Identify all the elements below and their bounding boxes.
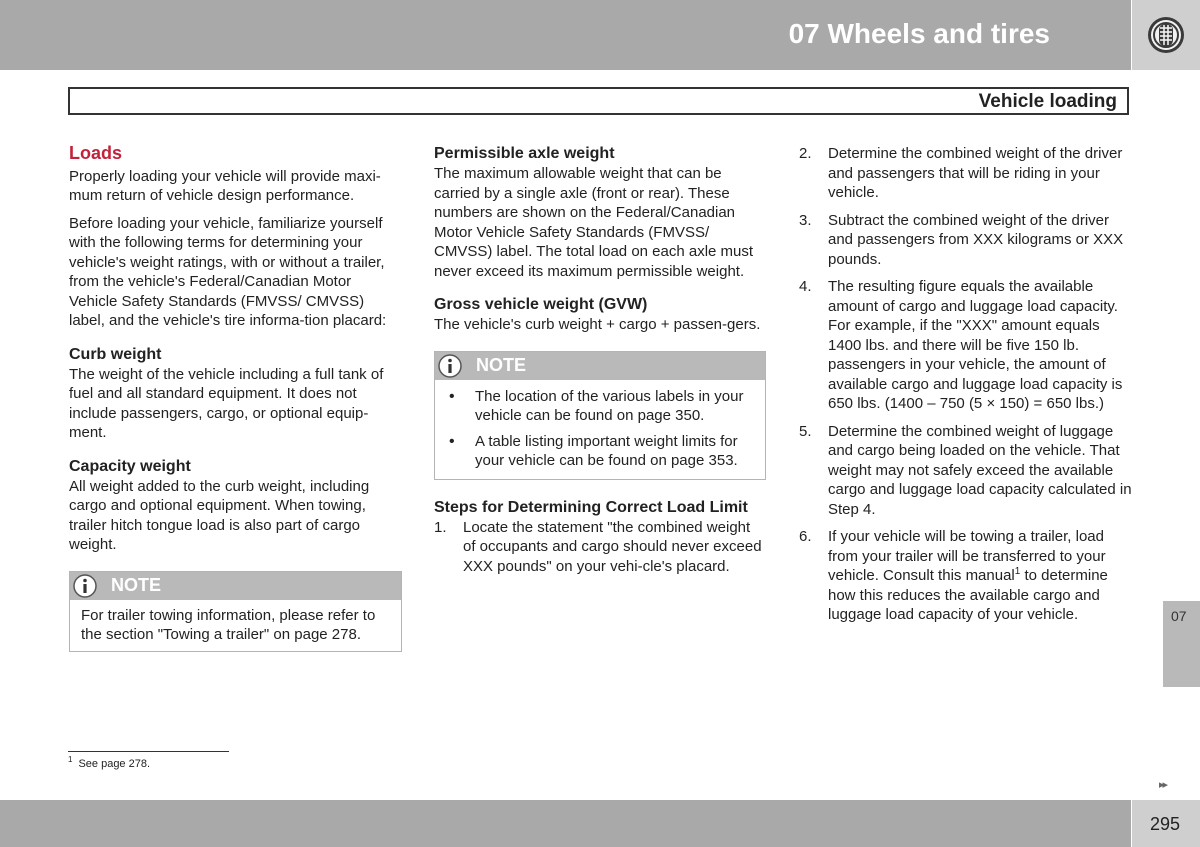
note-header (70, 572, 401, 600)
step-text (828, 528, 1108, 623)
step-item (799, 277, 1133, 414)
section-title-box (68, 87, 1129, 115)
capacity-weight-text: All weight added to the curb weight, including cargo and optional equipment. When towing, trailer hitch tongue load is also part of cargo weight. (69, 477, 370, 553)
footnote-mark: 1 (68, 755, 73, 765)
note-bullet-item: • A table listing important weight limits for your vehicle can be found on page 353. (447, 432, 755, 471)
step-text: Determine the combined weight of the driver and passengers that will be riding in your vehicle. (828, 145, 1123, 201)
steps-list-start (434, 518, 766, 577)
loads-paragraph-2: Before loading your vehicle, familiarize yourself with the following terms for determining your vehicle's weight ratings, with or without a trailer, from the vehicle's Federal/Canadian Motor Vehicle Safety Standards (FMVSS/ CMVSS) label, and the vehicle's tire informa-tion placard: (69, 214, 387, 329)
step-number: 2. (799, 145, 812, 162)
axle-weight-heading: Permissible axle weight (434, 145, 615, 162)
axle-weight-text: The maximum allowable weight that can be carried by a single axle (front or rear). These numbers are shown on the Federal/Canadian Motor Vehicle Safety Standards (FMVSS/ CMVSS) label. The total load on each axle must never exceed its maximum permissible weight. (434, 165, 754, 280)
chapter-side-tab (1163, 601, 1200, 687)
header-band (0, 0, 1131, 70)
note-body (435, 380, 765, 479)
step-number: 6. (799, 528, 812, 545)
step-item (799, 211, 1133, 270)
footnote-divider (68, 751, 229, 752)
gvw-heading: Gross vehicle weight (GVW) (434, 296, 648, 313)
note-label: NOTE (111, 574, 162, 595)
chapter-icon-box (1132, 0, 1200, 70)
loads-heading: Loads (69, 143, 123, 163)
chapter-side-tab-label: 07 (1171, 608, 1187, 624)
footnote-text: See page 278. (78, 758, 151, 770)
step-text: The resulting figure equals the available amount of cargo and luggage load capacity. For example, if the "XXX" amount equals 1400 lbs. and there will be five 150 lb. passengers in your vehicle, the amount of available cargo and luggage load capacity is 650 lbs. (1400 – 750 (5 × 150) = 650 lbs.) (828, 278, 1123, 412)
footer-band (0, 800, 1131, 847)
note-box-towing (69, 571, 402, 652)
column-right (799, 144, 1133, 633)
step-text: Determine the combined weight of luggage and cargo being loaded on the vehicle. That weight may not safely exceed the available cargo and luggage load capacity calculated in Step 4. (828, 422, 1132, 518)
step-item (434, 518, 766, 577)
step-number: 5. (799, 422, 812, 440)
continue-arrows-icon: ▸▸ (1159, 779, 1167, 791)
step-text-part: If your vehicle will be towing a trailer, load from your trailer will be transferred to your vehicle. Consult this manual (828, 528, 1106, 584)
step-text: Locate the statement "the combined weight of occupants and cargo should never exceed XXX pounds" on your vehi-cle's placard. (463, 518, 762, 575)
steps-heading: Steps for Determining Correct Load Limit (434, 498, 748, 516)
steps-list-continued (799, 144, 1133, 625)
capacity-weight-heading: Capacity weight (69, 457, 191, 475)
step-item (799, 527, 1133, 625)
footnote-marker: 1 (1014, 566, 1021, 577)
step-item (799, 422, 1133, 520)
step-text: Subtract the combined weight of the driver and passengers from XXX kilograms or XXX pounds. (828, 211, 1124, 268)
step-text-part: to determine how this reduces the available cargo and luggage load capacity of your vehicle. (828, 567, 1108, 623)
loads-paragraph-1: Properly loading your vehicle will provide maxi-mum return of vehicle design performance. (69, 167, 381, 204)
step-item (799, 144, 1133, 203)
footnote (68, 755, 151, 770)
note-header (435, 352, 765, 380)
step-number: 4. (799, 278, 812, 295)
note-box-labels (434, 351, 766, 480)
gvw-text: The vehicle's curb weight + cargo + passen-gers. (434, 316, 761, 333)
column-middle (434, 144, 766, 584)
page-number: 295 (1150, 814, 1181, 834)
tire-icon (1146, 15, 1186, 55)
chapter-title: 07 Wheels and tires (788, 18, 1050, 49)
info-icon (73, 574, 97, 598)
note-bullet-item: • The location of the various labels in your vehicle can be found on page 350. (447, 387, 755, 426)
note-body (70, 600, 401, 651)
page-number-box (1132, 800, 1200, 847)
note-bullet-list (447, 387, 755, 471)
note-label: NOTE (476, 354, 527, 375)
curb-weight-text: The weight of the vehicle including a full tank of fuel and all standard equipment. It does not include passengers, cargo, or optional equip-ment. (69, 365, 384, 441)
info-icon (438, 354, 462, 378)
step-number: 1. (434, 518, 447, 536)
column-left (69, 144, 402, 652)
step-number: 3. (799, 211, 812, 229)
curb-weight-heading: Curb weight (69, 345, 162, 363)
note-text: For trailer towing information, please refer to the section "Towing a trailer" on page 278. (81, 606, 376, 643)
section-title: Vehicle loading (978, 91, 1117, 112)
